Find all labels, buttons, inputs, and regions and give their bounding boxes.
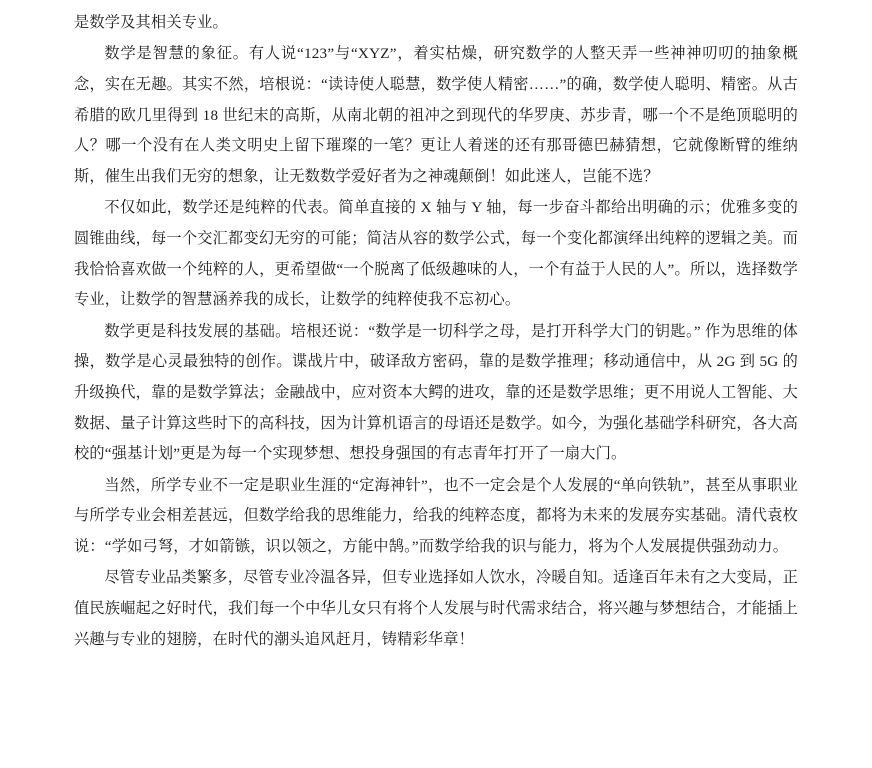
paragraph: 尽管专业品类繁多，尽管专业冷温各异，但专业选择如人饮水，冷暖自知。适逢百年未有之大变局，正值民族崛起之好时代，我们每一个中华儿女只有将个人发展与时代需求结合，将兴趣与梦想结合，才能插上兴趣与专业的翅膀，在时代的潮头追风赶月，铸精彩华章！ (74, 569, 798, 648)
paragraph: 不仅如此，数学还是纯粹的代表。简单直接的 X 轴与 Y 轴，每一步奋斗都给出明确的示；优雅多变的圆锥曲线，每一个交汇都变幻无穷的可能；简洁从容的数学公式，每一个变化都演绎出纯粹的逻辑之美。而我恰恰喜欢做一个纯粹的人，更希望做“一个脱离了低级趣味的人，一个有益于人民的人”。所以，选择数学专业，让数学的智慧涵养我的成长，让数学的纯粹使我不忘初心。 (74, 199, 798, 309)
paragraph: 当然，所学专业不一定是职业生涯的“定海神针”，也不一定会是个人发展的“单向铁轨”，甚至从事职业与所学专业会相差甚远，但数学给我的思维能力，给我的纯粹态度，都将为未来的发展夯实基础。清代袁枚说：“学如弓弩，才如箭镞，识以领之，方能中鹄。”而数学给我的识与能力，将为个人发展提供强劲动力。 (74, 476, 798, 555)
paragraph: 数学更是科技发展的基础。培根还说：“数学是一切科学之母，是打开科学大门的钥匙。” 作为思维的体操，数学是心灵最独特的创作。谍战片中，破译敌方密码，靠的是数学推理；移动通信中，从 2G 到 5G 的升级换代，靠的是数学算法；金融战中，应对资本大鳄的进攻，靠的还是数学思维；更不用说人工智能、大数据、量子计算这些时下的高科技，因为计算机语言的母语还是数学。如今，为强化基础学科研究，各大高校的“强基计划”更是为每一个实现梦想、想投身强国的有志青年打开了一扇大门。 (74, 322, 798, 463)
paragraph: 是数学及其相关专业。 (74, 14, 228, 31)
paragraph: 数学是智慧的象征。有人说“123”与“XYZ”，着实枯燥，研究数学的人整天弄一些神神叨叨的抽象概念，实在无趣。其实不然，培根说：“读诗使人聪慧，数学使人精密……”的确，数学使人聪明、精密。从古希腊的欧几里得到 18 世纪末的高斯，从南北朝的祖冲之到现代的华罗庚、苏步青，哪一个不是绝顶聪明的人？哪一个没有在人类文明史上留下璀璨的一笔？更让人着迷的还有那哥德巴赫猜想，它就像断臂的维纳斯，催生出我们无穷的想象，让无数数学爱好者为之神魂颠倒！如此迷人，岂能不选？ (74, 45, 798, 186)
document-body (74, 8, 798, 655)
